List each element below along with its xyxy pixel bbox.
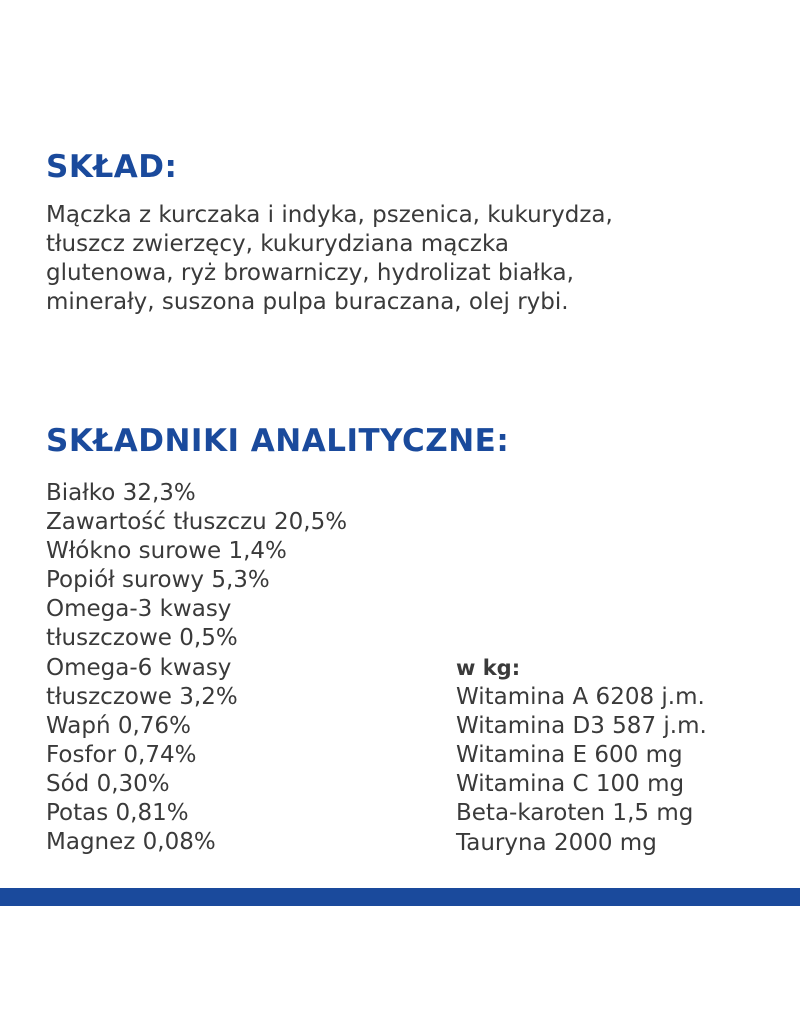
per-kg-section [456,654,707,858]
analytical-item: Sód 0,30% [46,770,170,797]
analytical-list [46,479,347,857]
vitamin-item: Witamina C 100 mg [456,771,685,798]
vitamin-item: Witamina E 600 mg [456,742,683,769]
bottom-accent-bar [0,888,800,906]
ingredients-line: tłuszcz zwierzęcy, kukurydziana mączka [46,231,510,257]
analytical-item: Magnez 0,08% [46,829,216,856]
vitamin-item: Tauryna 2000 mg [456,829,657,856]
per-kg-title: w kg: [456,656,521,680]
vitamin-item: Witamina A 6208 j.m. [456,684,705,711]
ingredients-line: Mączka z kurczaka i indyka, pszenica, kukurydza, [46,202,613,228]
analytical-item: Omega-3 kwasy [46,596,232,623]
analytical-heading: SKŁADNIKI ANALITYCZNE: [46,423,510,459]
analytical-item: Białko 32,3% [46,480,196,506]
analytical-item: Fosfor 0,74% [46,741,197,768]
analytical-item: Wapń 0,76% [46,712,191,739]
analytical-item: Popiół surowy 5,3% [46,567,270,594]
vitamins-list [456,683,707,858]
analytical-item: Zawartość tłuszczu 20,5% [46,509,348,536]
composition-heading: SKŁAD: [46,149,178,185]
vitamin-item: Witamina D3 587 j.m. [456,713,707,740]
ingredients-text [46,201,613,317]
analytical-item: tłuszczowe 0,5% [46,625,238,652]
ingredients-line: minerały, suszona pulpa buraczana, olej rybi. [46,289,569,315]
analytical-item: Włókno surowe 1,4% [46,538,287,565]
vitamin-item: Beta-karoten 1,5 mg [456,800,694,827]
analytical-item: Omega-6 kwasy [46,654,232,681]
ingredients-line: glutenowa, ryż browarniczy, hydrolizat białka, [46,260,574,286]
analytical-item: Potas 0,81% [46,800,189,827]
analytical-item: tłuszczowe 3,2% [46,683,238,710]
